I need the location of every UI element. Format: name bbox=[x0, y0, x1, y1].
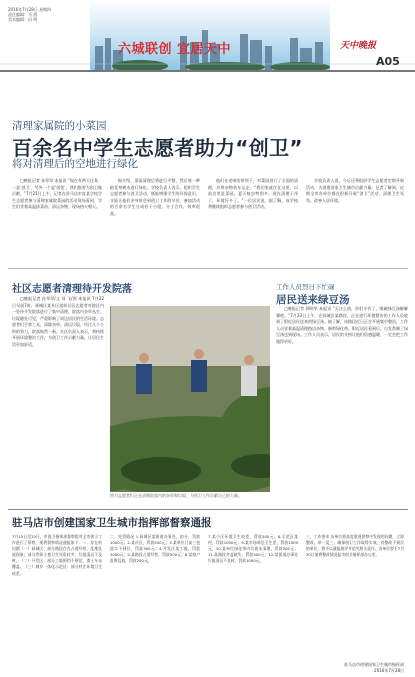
notice-text-4: 三、工作要求 各单位要高度重视督察中发现的问题，立即整改，举一反三，确保创卫工作取得实效。对整改不到位的单位，将予以通报批评并追究相关责任。各单位要于7月30日前将整改情况报市创卫指挥部办公室。 bbox=[306, 534, 404, 558]
notice-title: 驻马店市创建国家卫生城市指挥部督察通报 bbox=[12, 517, 212, 529]
newspaper-logo: 天中晚报 bbox=[340, 41, 377, 51]
editor-line: 责任编辑：马 茜 bbox=[8, 12, 38, 17]
header-divider bbox=[0, 70, 415, 72]
main-text-2: 据介绍，菜园清理后将进行平整，然后统一种植花草树木进行绿化。学校负责人表示，组织学生志愿者参与创卫活动，既能增强学生的环保意识，又能让他们亲身体会到创卫工作的辛苦。参加活动的百余名学生分成若干小组，分工合作，效率很高。 bbox=[110, 178, 200, 216]
notice-column-1 bbox=[12, 534, 102, 672]
main-text-1: □晚报记者 孙翠翠 本报讯 “现在有两大任务，一是‘创卫’，另外一个是‘创优’，我们都要为创卫做贡献。”7月21日上午，记者在驻马店市直某学校学生志愿者参与清理家属院菜园的活动现场看到，学生们冒着高温拔菜苗、清运杂物，现场热火朝天。 bbox=[12, 178, 102, 209]
story3-kicker: 工作人员烈日下忙碌 bbox=[276, 283, 335, 291]
art-editor-line: 美术编辑：田 明 bbox=[8, 17, 38, 22]
main-headline: 百余名中学生志愿者助力“创卫” bbox=[12, 136, 303, 160]
issue-meta bbox=[8, 7, 88, 22]
notice-divider bbox=[8, 509, 408, 510]
notice-signature bbox=[340, 662, 404, 674]
section-title: 六城联创 宜居天中 bbox=[118, 42, 232, 57]
main-column-2 bbox=[110, 178, 200, 260]
notice-text-2: 二、处罚情况 1.驿城区某街道办事处，扣分，罚款1000元；2.某社区，罚款500元；3.某单位门前三包落实不到位，罚款300元；4.开发区某工地，罚款2000元；5.某路段占道经营，罚款500元；6.某商户乱堆乱放，罚款200元。 bbox=[110, 534, 200, 564]
photo-image bbox=[110, 306, 270, 492]
main-column-3 bbox=[208, 178, 298, 260]
signature-org: 驻马店市创建国家卫生城市指挥部 bbox=[344, 662, 404, 667]
story2-body bbox=[12, 296, 104, 501]
story2-text: □晚报记者 孙翠翠/文 刘 飞/图 本报讯 7月22日早晨7时，驿城区某社区组织社区志愿者对辖区内一处待开发院落进行了集中清理。院落内杂草丛生，垃圾随处可见，严重影响了周边居民的生活环境。志愿者们手拿工具，清除杂草、清运垃圾，经过几个小时的努力，院落焕然一新。社区负责人表示，将持续开展环境整治工作，为创卫工作贡献力量，让居民生活更加舒适。 bbox=[12, 296, 104, 347]
notice-text-3: 7.某小区环境卫生较差，罚款500元；8.示范区某村，罚款1000元；9.某市场周边卫生差，罚款1000元；10.某单位绿化带内垃圾未清理，罚款300元；11.某路段井盖缺失，罚款500元；12.某街道办事处垃圾清运不及时，罚款1000元。 bbox=[208, 534, 298, 564]
notice-column-3 bbox=[208, 534, 298, 672]
notice-column-2 bbox=[110, 534, 200, 672]
volunteer-photo bbox=[110, 306, 270, 492]
story2-title: 社区志愿者清理待开发院落 bbox=[12, 284, 132, 295]
main-subhead: 将对清理后的空地进行绿化 bbox=[12, 158, 138, 170]
main-column-1 bbox=[12, 178, 102, 260]
notice-text-1: 7月15日至20日，市创卫指挥部督察组对全市创卫工作进行了督察，现将督察情况通报如下：一、存在的问题（一）驿城区：部分路段存在占道经营、乱堆乱放现象；部分背街小巷卫生死角较多，垃圾清运不及时。（二）开发区：部分工地围挡不规范，渣土车未覆盖。（三）城乡一体化示范区：部分村庄环境卫生较差。 bbox=[12, 534, 102, 576]
signature-date: 2016年7月28日 bbox=[374, 668, 404, 673]
page-number: A05 bbox=[376, 55, 400, 68]
notice-column-4 bbox=[306, 534, 404, 664]
issue-date: 2016年7月28日 星期四 bbox=[8, 7, 52, 12]
photo-caption: 图为志愿者们正在清理院落内的杂草和垃圾，为创卫工作贡献自己的力量。 bbox=[110, 493, 242, 498]
main-text-3: 他们在老师的带领下，对菜园进行了全面的清理，并将杂物装车运走。“我们家就住在这里，以前这里是菜园，夏天蚊虫特别多，现在清理干净了，环境好多了。”一位居民说。据了解，该学校将继续组织志愿者参与创卫活动。 bbox=[208, 178, 298, 209]
main-text-4: 学校负责人说，今后还将组织学生志愿者定期开展活动，为创建国家卫生城市贡献力量。记者了解到，近期全市各单位都在积极开展“创卫”活动，清理卫生死角，改善人居环境。 bbox=[306, 178, 404, 203]
story3-body bbox=[276, 306, 408, 502]
story3-text: □晚报记者 郭明华 本报讯 “天这么热，你们辛苦了，喝碗绿豆汤解解暑吧。”7月23日上午，在驿城区某路段，正在进行环境整治的工作人员收到了附近居民送来的绿豆汤。据了解，该路段近日正在开展集中整治，工作人员冒着高温清理路边杂物、修剪绿化带。附近居民看到后，自发熬制了绿豆汤送到现场。工作人员表示，居民的支持让他们倍感温暖，一定会把工作做得更好。 bbox=[276, 306, 408, 344]
main-column-4 bbox=[306, 178, 404, 260]
section-divider bbox=[8, 268, 408, 269]
main-kicker: 清理家属院的小菜园 bbox=[12, 120, 107, 132]
story3-title: 居民送来绿豆汤 bbox=[276, 294, 350, 306]
